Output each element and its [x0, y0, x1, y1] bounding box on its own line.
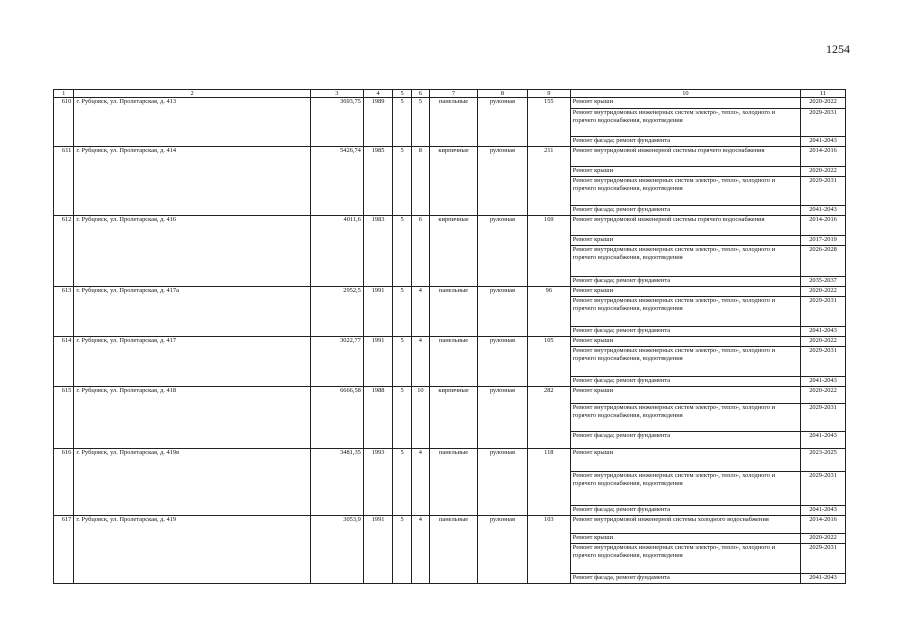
period-cell: 2014-2016: [801, 516, 846, 534]
column-5-cell: 5: [393, 98, 411, 147]
column-6-cell: 4: [411, 516, 429, 584]
work-type-cell: Ремонт крыши: [570, 534, 800, 544]
row-number: 613: [54, 287, 74, 337]
table-row: [54, 147, 846, 167]
area-cell: 2952,5: [310, 287, 363, 337]
work-type-cell: Ремонт внутридомовой инженерной системы горячего водоснабжения: [570, 216, 800, 236]
year-cell: 1991: [363, 337, 393, 387]
column-number: 3: [310, 90, 363, 98]
column-number: 9: [527, 90, 570, 98]
column-6-cell: 10: [411, 387, 429, 449]
work-type-cell: Ремонт внутридомовой инженерной системы горячего водоснабжения: [570, 147, 800, 167]
period-cell: 2026-2028: [801, 246, 846, 277]
column-number: 10: [570, 90, 800, 98]
housing-repair-table: [53, 89, 846, 584]
period-cell: 2014-2016: [801, 216, 846, 236]
column-9-cell: 155: [527, 98, 570, 147]
work-type-cell: Ремонт внутридомовых инженерных систем электро-, тепло-, холодного и горячего водоснабжения, водоотведения: [570, 544, 800, 574]
column-number: 5: [393, 90, 411, 98]
work-type-cell: Ремонт фасада; ремонт фундамента: [570, 206, 800, 216]
table-row: [54, 337, 846, 347]
period-cell: 2020-2022: [801, 98, 846, 109]
work-type-cell: Ремонт фасада, ремонт фундамента: [570, 574, 800, 584]
period-cell: 2029-2031: [801, 177, 846, 206]
page-number: 1254: [826, 42, 850, 56]
work-type-cell: Ремонт внутридомовых инженерных систем электро-, тепло-, холодного и горячего водоснабжения, водоотведения: [570, 472, 800, 506]
address-cell: г. Рубцовск, ул. Пролетарская, д. 417а: [74, 287, 310, 337]
work-type-cell: Ремонт крыши: [570, 337, 800, 347]
area-cell: 6666,58: [310, 387, 363, 449]
column-9-cell: 105: [527, 337, 570, 387]
area-cell: 3481,35: [310, 449, 363, 516]
period-cell: 2029-2031: [801, 544, 846, 574]
column-6-cell: 4: [411, 287, 429, 337]
wall-material-cell: кирпичные: [430, 147, 478, 216]
period-cell: 2020-2022: [801, 534, 846, 544]
period-cell: 2029-2031: [801, 472, 846, 506]
work-type-cell: Ремонт внутридомовых инженерных систем электро-, тепло-, холодного и горячего водоснабжения, водоотведения: [570, 246, 800, 277]
period-cell: 2020-2022: [801, 337, 846, 347]
period-cell: 2017-2019: [801, 236, 846, 246]
area-cell: 3693,75: [310, 98, 363, 147]
column-6-cell: 6: [411, 216, 429, 287]
work-type-cell: Ремонт фасада; ремонт фундамента: [570, 277, 800, 287]
column-9-cell: 118: [527, 449, 570, 516]
roof-type-cell: рулонная: [477, 147, 527, 216]
column-9-cell: 103: [527, 516, 570, 584]
wall-material-cell: панельные: [430, 516, 478, 584]
row-number: 617: [54, 516, 74, 584]
column-number: 6: [411, 90, 429, 98]
area-cell: 4011,6: [310, 216, 363, 287]
work-type-cell: Ремонт внутридомовой инженерной системы холодного водоснабжения: [570, 516, 800, 534]
column-number: 2: [74, 90, 310, 98]
wall-material-cell: панельные: [430, 98, 478, 147]
column-5-cell: 5: [393, 337, 411, 387]
address-cell: г. Рубцовск, ул. Пролетарская, д. 413: [74, 98, 310, 147]
period-cell: 2029-2031: [801, 347, 846, 377]
work-type-cell: Ремонт крыши: [570, 287, 800, 297]
roof-type-cell: рулонная: [477, 449, 527, 516]
period-cell: 2035-2037: [801, 277, 846, 287]
column-9-cell: 169: [527, 216, 570, 287]
table-row: [54, 287, 846, 297]
year-cell: 1989: [363, 98, 393, 147]
work-type-cell: Ремонт внутридомовых инженерных систем электро-, тепло-, холодного и горячего водоснабжения, водоотведения: [570, 297, 800, 327]
column-number: 11: [801, 90, 846, 98]
area-cell: 3053,9: [310, 516, 363, 584]
area-cell: 3022,77: [310, 337, 363, 387]
column-6-cell: 8: [411, 147, 429, 216]
row-number: 614: [54, 337, 74, 387]
address-cell: г. Рубцовск, ул. Пролетарская, д. 414: [74, 147, 310, 216]
period-cell: 2041-2043: [801, 506, 846, 516]
work-type-cell: Ремонт фасада; ремонт фундамента: [570, 327, 800, 337]
column-number: 8: [477, 90, 527, 98]
wall-material-cell: кирпичные: [430, 387, 478, 449]
column-number: 4: [363, 90, 393, 98]
period-cell: 2029-2031: [801, 404, 846, 432]
work-type-cell: Ремонт крыши: [570, 98, 800, 109]
year-cell: 1988: [363, 387, 393, 449]
period-cell: 2023-2025: [801, 449, 846, 472]
address-cell: г. Рубцовск, ул. Пролетарская, д. 416: [74, 216, 310, 287]
column-5-cell: 5: [393, 387, 411, 449]
table-row: [54, 98, 846, 109]
work-type-cell: Ремонт крыши: [570, 449, 800, 472]
year-cell: 1983: [363, 216, 393, 287]
row-number: 610: [54, 98, 74, 147]
roof-type-cell: рулонная: [477, 387, 527, 449]
period-cell: 2041-2043: [801, 206, 846, 216]
column-5-cell: 5: [393, 449, 411, 516]
column-6-cell: 5: [411, 98, 429, 147]
work-type-cell: Ремонт крыши: [570, 167, 800, 177]
column-6-cell: 4: [411, 337, 429, 387]
row-number: 611: [54, 147, 74, 216]
column-9-cell: 96: [527, 287, 570, 337]
roof-type-cell: рулонная: [477, 516, 527, 584]
period-cell: 2041-2043: [801, 574, 846, 584]
roof-type-cell: рулонная: [477, 216, 527, 287]
address-cell: г. Рубцовск, ул. Пролетарская, д. 417: [74, 337, 310, 387]
table-row: [54, 516, 846, 534]
period-cell: 2020-2022: [801, 167, 846, 177]
address-cell: г. Рубцовск, ул. Пролетарская, д. 419в: [74, 449, 310, 516]
column-5-cell: 5: [393, 147, 411, 216]
work-type-cell: Ремонт внутридомовых инженерных систем электро-, тепло-, холодного и горячего водоснабжения, водоотведения: [570, 177, 800, 206]
year-cell: 1991: [363, 516, 393, 584]
area-cell: 5426,74: [310, 147, 363, 216]
period-cell: 2041-2043: [801, 137, 846, 147]
roof-type-cell: рулонная: [477, 98, 527, 147]
column-9-cell: 211: [527, 147, 570, 216]
column-6-cell: 4: [411, 449, 429, 516]
wall-material-cell: кирпичные: [430, 216, 478, 287]
work-type-cell: Ремонт фасада; ремонт фундамента: [570, 377, 800, 387]
wall-material-cell: панельные: [430, 287, 478, 337]
period-cell: 2029-2031: [801, 297, 846, 327]
work-type-cell: Ремонт фасада; ремонт фундамента: [570, 137, 800, 147]
column-9-cell: 282: [527, 387, 570, 449]
column-number: 1: [54, 90, 74, 98]
column-number: 7: [430, 90, 478, 98]
table-row: [54, 449, 846, 472]
work-type-cell: Ремонт внутридомовых инженерных систем электро-, тепло-, холодного и горячего водоснабжения, водоотведения: [570, 404, 800, 432]
column-5-cell: 5: [393, 287, 411, 337]
work-type-cell: Ремонт крыши: [570, 236, 800, 246]
work-type-cell: Ремонт фасада; ремонт фундамента: [570, 506, 800, 516]
period-cell: 2014-2016: [801, 147, 846, 167]
table-row: [54, 387, 846, 404]
column-number-row: [54, 90, 846, 98]
row-number: 616: [54, 449, 74, 516]
year-cell: 1985: [363, 147, 393, 216]
work-type-cell: Ремонт крыши: [570, 387, 800, 404]
row-number: 615: [54, 387, 74, 449]
address-cell: г. Рубцовск, ул. Пролетарская, д. 418: [74, 387, 310, 449]
work-type-cell: Ремонт внутридомовых инженерных систем электро-, тепло-, холодного и горячего водоснабжения, водоотведения: [570, 109, 800, 137]
period-cell: 2041-2043: [801, 377, 846, 387]
column-5-cell: 5: [393, 516, 411, 584]
period-cell: 2020-2022: [801, 287, 846, 297]
year-cell: 1991: [363, 287, 393, 337]
wall-material-cell: панельные: [430, 337, 478, 387]
period-cell: 2029-2031: [801, 109, 846, 137]
period-cell: 2041-2043: [801, 327, 846, 337]
roof-type-cell: рулонная: [477, 337, 527, 387]
column-5-cell: 5: [393, 216, 411, 287]
wall-material-cell: панельные: [430, 449, 478, 516]
year-cell: 1993: [363, 449, 393, 516]
table-row: [54, 216, 846, 236]
roof-type-cell: рулонная: [477, 287, 527, 337]
address-cell: г. Рубцовск, ул. Пролетарская, д. 419: [74, 516, 310, 584]
period-cell: 2041-2043: [801, 432, 846, 449]
work-type-cell: Ремонт фасада; ремонт фундамента: [570, 432, 800, 449]
period-cell: 2020-2022: [801, 387, 846, 404]
row-number: 612: [54, 216, 74, 287]
work-type-cell: Ремонт внутридомовых инженерных систем электро-, тепло-, холодного и горячего водоснабжения, водоотведения: [570, 347, 800, 377]
